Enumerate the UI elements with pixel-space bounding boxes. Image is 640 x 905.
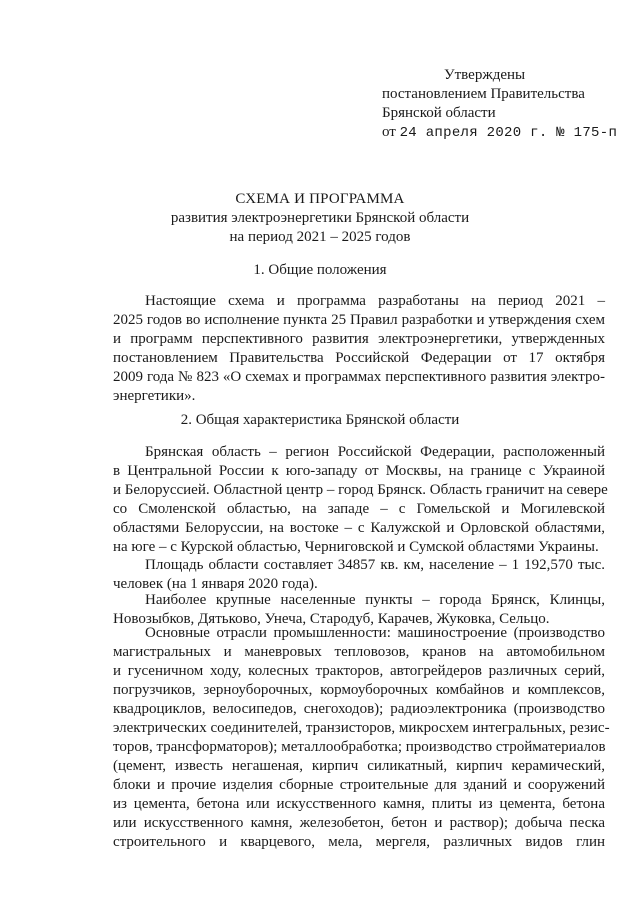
- approval-line-region: Брянской области: [382, 105, 496, 121]
- text-line: и гусеничном ходу, колесных тракторов, автогрейдеров различных серий,: [113, 663, 605, 679]
- title-line-3: на период 2021 – 2025 годов: [229, 229, 411, 245]
- approval-line-date: [382, 123, 617, 143]
- text-line: Брянская область – регион Российской Федерации, расположенный: [145, 444, 605, 460]
- text-line: электрических соединителей, транзисторов, микросхем интегральных, резис-: [113, 720, 610, 736]
- text-line: и Белоруссией. Областной центр – город Брянск. Область граничит на севере: [113, 482, 608, 498]
- text-line: постановлением Правительства Российской Федерации от 17 октября: [113, 350, 605, 366]
- approval-date-prefix: от: [382, 124, 396, 140]
- text-line: Площадь области составляет 34857 кв. км, население – 1 192,570 тыс.: [145, 557, 605, 573]
- text-line: Настоящие схема и программа разработаны на период 2021 –: [145, 293, 605, 309]
- approval-stamp-block: [382, 66, 617, 143]
- text-line: в Центральной России к юго-западу от Москвы, на границе с Украиной: [113, 463, 605, 479]
- text-line: областями Белоруссии, на востоке – с Калужской и Орловской областями,: [113, 520, 605, 536]
- text-line: 2009 года № 823 «О схемах и программах перспективного развития электро-: [113, 369, 605, 385]
- text-line: из цемента, бетона или искусственного камня, плиты из цемента, бетона: [113, 796, 605, 812]
- section-2-heading: 2. Общая характеристика Брянской области: [180, 412, 460, 428]
- text-line: блоки и прочие изделия сборные строительные для зданий и сооружений: [113, 777, 605, 793]
- document-title: [0, 190, 640, 247]
- text-line: (цемент, известь негашеная, кирпич силикатный, кирпич керамический,: [113, 758, 605, 774]
- title-line-1: СХЕМА И ПРОГРАММА: [235, 191, 405, 207]
- text-line: на юге – с Курской областью, Черниговской и Сумской областями Украины.: [113, 539, 599, 555]
- paragraph-region-location: [113, 443, 608, 557]
- text-line: и программ перспективного развития электроэнергетики, утвержденных: [113, 331, 605, 347]
- text-line: магистральных и маневровых тепловозов, кранов на автомобильном: [113, 644, 605, 660]
- text-line: погрузчиков, зерноуборочных, кормоуборочных комбайнов и комплексов,: [113, 682, 605, 698]
- paragraph-general-provisions: [113, 292, 605, 406]
- approval-date-handwritten: 24 апреля 2020 г. № 175-п: [399, 125, 618, 141]
- text-line: или искусственного камня, железобетон, бетон и раствор); добыча песка: [113, 815, 605, 831]
- approval-line-approved: Утверждены: [444, 67, 526, 83]
- approval-line-resolution: постановлением Правительства: [382, 86, 585, 102]
- text-line: человек (на 1 января 2020 года).: [113, 576, 318, 592]
- text-line: со Смоленской областью, на западе – с Гомельской и Могилевской: [113, 501, 605, 517]
- text-line: Наиболее крупные населенные пункты – города Брянск, Клинцы,: [145, 592, 605, 608]
- section-1-heading: 1. Общие положения: [253, 262, 387, 278]
- text-line: Новозыбков, Дятьково, Унеча, Стародуб, Карачев, Жуковка, Сельцо.: [113, 611, 550, 627]
- text-line: Основные отрасли промышленности: машиностроение (производство: [145, 625, 605, 641]
- title-line-2: развития электроэнергетики Брянской области: [170, 210, 470, 226]
- paragraph-industries: [113, 624, 610, 852]
- text-line: торов, трансформаторов); металлообработка; производство стройматериалов: [113, 739, 606, 755]
- text-line: 2025 годов во исполнение пункта 25 Правил разработки и утверждения схем: [113, 312, 605, 328]
- text-line: квадроциклов, велосипедов, снегоходов); радиоэлектроника (производство: [113, 701, 605, 717]
- text-line: строительного и кварцевого, мела, мергеля, различных видов глин: [113, 834, 605, 850]
- text-line: энергетики».: [113, 388, 196, 404]
- paragraph-area-population: [113, 556, 605, 594]
